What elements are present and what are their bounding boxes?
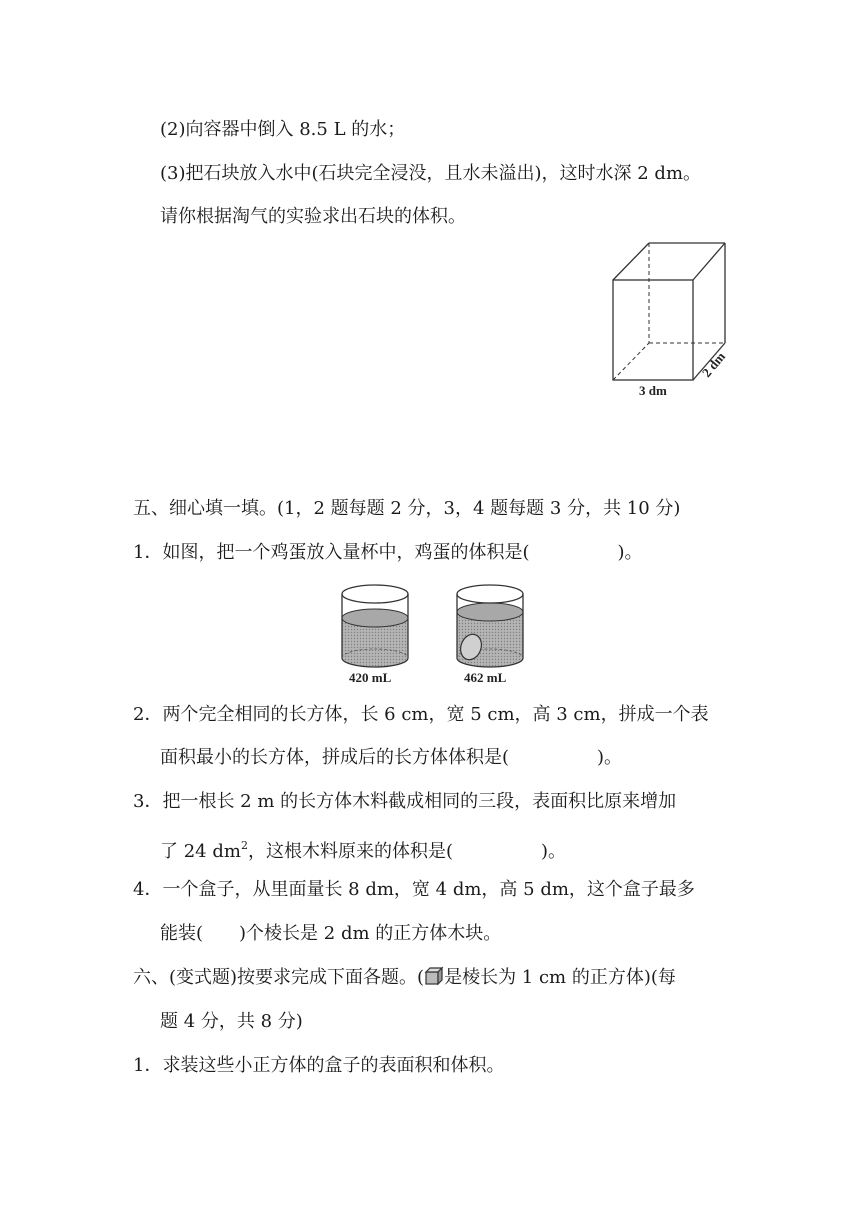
question-3-line-1: 3．把一根长 2 m 的长方体木料截成相同的三段，表面积比原来增加: [133, 791, 677, 812]
question-4-line-2: [160, 922, 501, 946]
text-line-instruction: 请你根据淘气的实验求出石块的体积。: [160, 206, 466, 227]
question-2-line-1: 2．两个完全相同的长方体，长 6 cm，宽 5 cm，高 3 cm，拼成一个表: [133, 704, 709, 725]
question-2-text: 面积最小的长方体，拼成后的长方体体积是(: [160, 747, 510, 768]
text-line-2: (2)向容器中倒入 8.5 L 的水；: [160, 119, 406, 140]
question-3-text-b: ，这根木料原来的体积是(: [247, 841, 453, 862]
section-6-title: [133, 966, 676, 990]
question-4-end: )个棱长是 2 dm 的正方体木块。: [239, 923, 502, 944]
question-1: [133, 541, 643, 565]
question-4-text: 能装(: [160, 923, 204, 944]
section-6-question-1: 1．求装这些小正方体的盒子的表面积和体积。: [133, 1055, 505, 1076]
question-2-end: )。: [597, 747, 623, 768]
question-2-line-2: [160, 746, 622, 770]
unit-cube-icon: [424, 966, 444, 986]
section-5-title: 五、细心填一填。(1，2 题每题 2 分，3，4 题每题 3 分，共 10 分): [133, 498, 681, 519]
cuboid-length-label: 3 dm: [639, 383, 667, 398]
cuboid-figure: [605, 235, 735, 400]
question-4-line-1: 4．一个盒子，从里面量长 8 dm，宽 4 dm，高 5 dm，这个盒子最多: [133, 879, 695, 900]
question-3-end: )。: [540, 841, 567, 862]
question-1-text: 1．如图，把一个鸡蛋放入量杯中，鸡蛋的体积是(: [133, 542, 530, 563]
text-line-3: (3)把石块放入水中(石块完全浸没，且水未溢出)，这时水深 2 dm。: [160, 163, 702, 184]
question-3-line-2: [160, 834, 566, 864]
cup-420-label: 420 mL: [349, 670, 392, 685]
question-3-text: 了 24 dm: [160, 841, 241, 862]
cup-420: [342, 585, 408, 685]
cup-462: [457, 585, 523, 685]
cuboid-width-label: 2 dm: [698, 348, 729, 380]
section-6-line-2: 题 4 分，共 8 分): [160, 1011, 303, 1032]
superscript-2: 2: [240, 839, 248, 852]
section-6-text-b: 是棱长为 1 cm 的正方体)(每: [444, 967, 676, 988]
measuring-cups-figure: [335, 580, 535, 692]
question-1-end: )。: [617, 542, 643, 563]
cup-462-label: 462 mL: [464, 670, 507, 685]
section-6-text: 六、(变式题)按要求完成下面各题。(: [133, 967, 425, 988]
